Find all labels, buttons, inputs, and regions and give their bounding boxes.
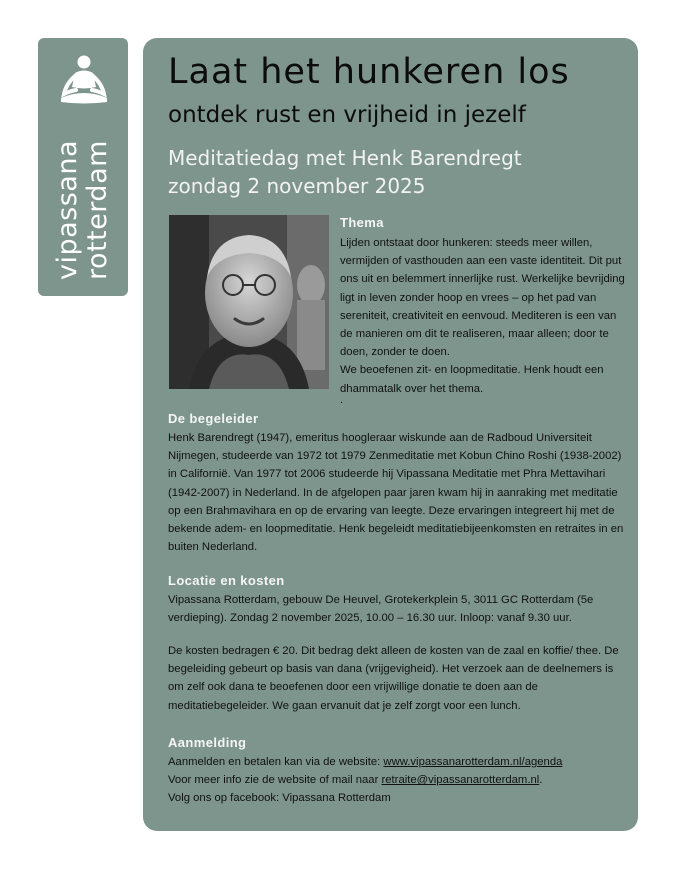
locatie-paragraph-2: De kosten bedragen € 20. Dit bedrag dekt alleen de kosten van de zaal en koffie/ thee. De begeleiding gebeurt op basis van dana (vrijgevigheid). Het verzoek aan de deelnemers is om zelf ook dana te beoefenen door een vrijwillige donatie te doen aan de meditatiebegeleider. We gaan ervanuit dat je zelf zorgt voor een lunch. [168,645,619,712]
locatie-paragraph-1: Vipassana Rotterdam, gebouw De Heuvel, Grotekerkplein 5, 3011 GC Rotterdam (5e verdieping). Zondag 2 november 2025, 10.00 – 16.30 uur. Inloop: vanaf 9.30 uur. [168,594,594,625]
thema-paragraph-3: . [340,394,344,406]
aanmelding-line-1 [168,753,628,771]
meditating-figure-icon [58,54,110,106]
brand-name [53,140,113,280]
facebook-line: Volg ons op facebook: Vipassana Rotterdam [168,792,391,805]
begeleider-body: Henk Barendregt (1947), emeritus hoogleraar wiskunde aan de Radboud Universiteit Nijmegen, studeerde van 1972 tot 1979 Zenmeditatie met Kobun Chino Roshi (1938-2002) in Californië. Van 1977 tot 2006 studeerde hij Vipassana Meditatie met Phra Mettavihari (1942-2007) in Nederland. In de afgelopen paar jaren kwam hij in aanraking met meditatie op een Brahmavihara en op de ervaring van leegte. Deze ervaringen integreert hij met de bekende adem- en loopmeditatie. Henk begeleidt meditatiebijeenkomsten en retraites in en buiten Nederland. [168,432,624,554]
brand-line-1: vipassana [52,139,83,281]
email-suffix: . [539,774,543,787]
thema-body [340,234,630,398]
teacher-photo [169,215,329,389]
content-panel [143,38,638,831]
teacher-portrait-image [169,215,329,389]
website-prefix: Aanmelden en betalen kan via de website: [168,756,384,768]
begeleider-heading: De begeleider [168,411,259,426]
locatie-heading: Locatie en kosten [168,573,285,588]
page-subtitle: ontdek rust en vrijheid in jezelf [168,102,526,128]
brand-line-2: rotterdam [82,140,113,281]
aanmelding-line-2 [168,771,628,789]
thema-paragraph-2: We beoefenen zit- en loopmeditatie. Henk houdt een dhammatalk over het thema. [340,364,604,395]
thema-paragraph-1: Lijden ontstaat door hunkeren: steeds meer willen, vermijden of vasthouden aan een vaste identiteit. Dit put ons uit en belemmert innerlijke rust. Werkelijke bevrijding ligt in leven zonder hoop en vrees – op het pad van sereniteit, creativiteit en eenvoud. Mediteren is een van de manieren om dit te realiseren, maar alleen; door te doen, zonder te doen. [340,237,625,359]
email-prefix: Voor meer info zie de website of mail naar [168,774,382,787]
event-date: zondag 2 november 2025 [168,174,426,198]
website-link[interactable]: www.vipassanarotterdam.nl/agenda [383,756,563,768]
brand-tab [38,38,128,296]
page-title: Laat het hunkeren los [168,52,570,92]
aanmelding-body [168,753,628,808]
event-name: Meditatiedag met Henk Barendregt [168,146,522,170]
aanmelding-heading: Aanmelding [168,735,247,750]
thema-heading: Thema [340,215,384,230]
email-link[interactable]: retraite@vipassanarotterdam.nl [381,774,540,787]
